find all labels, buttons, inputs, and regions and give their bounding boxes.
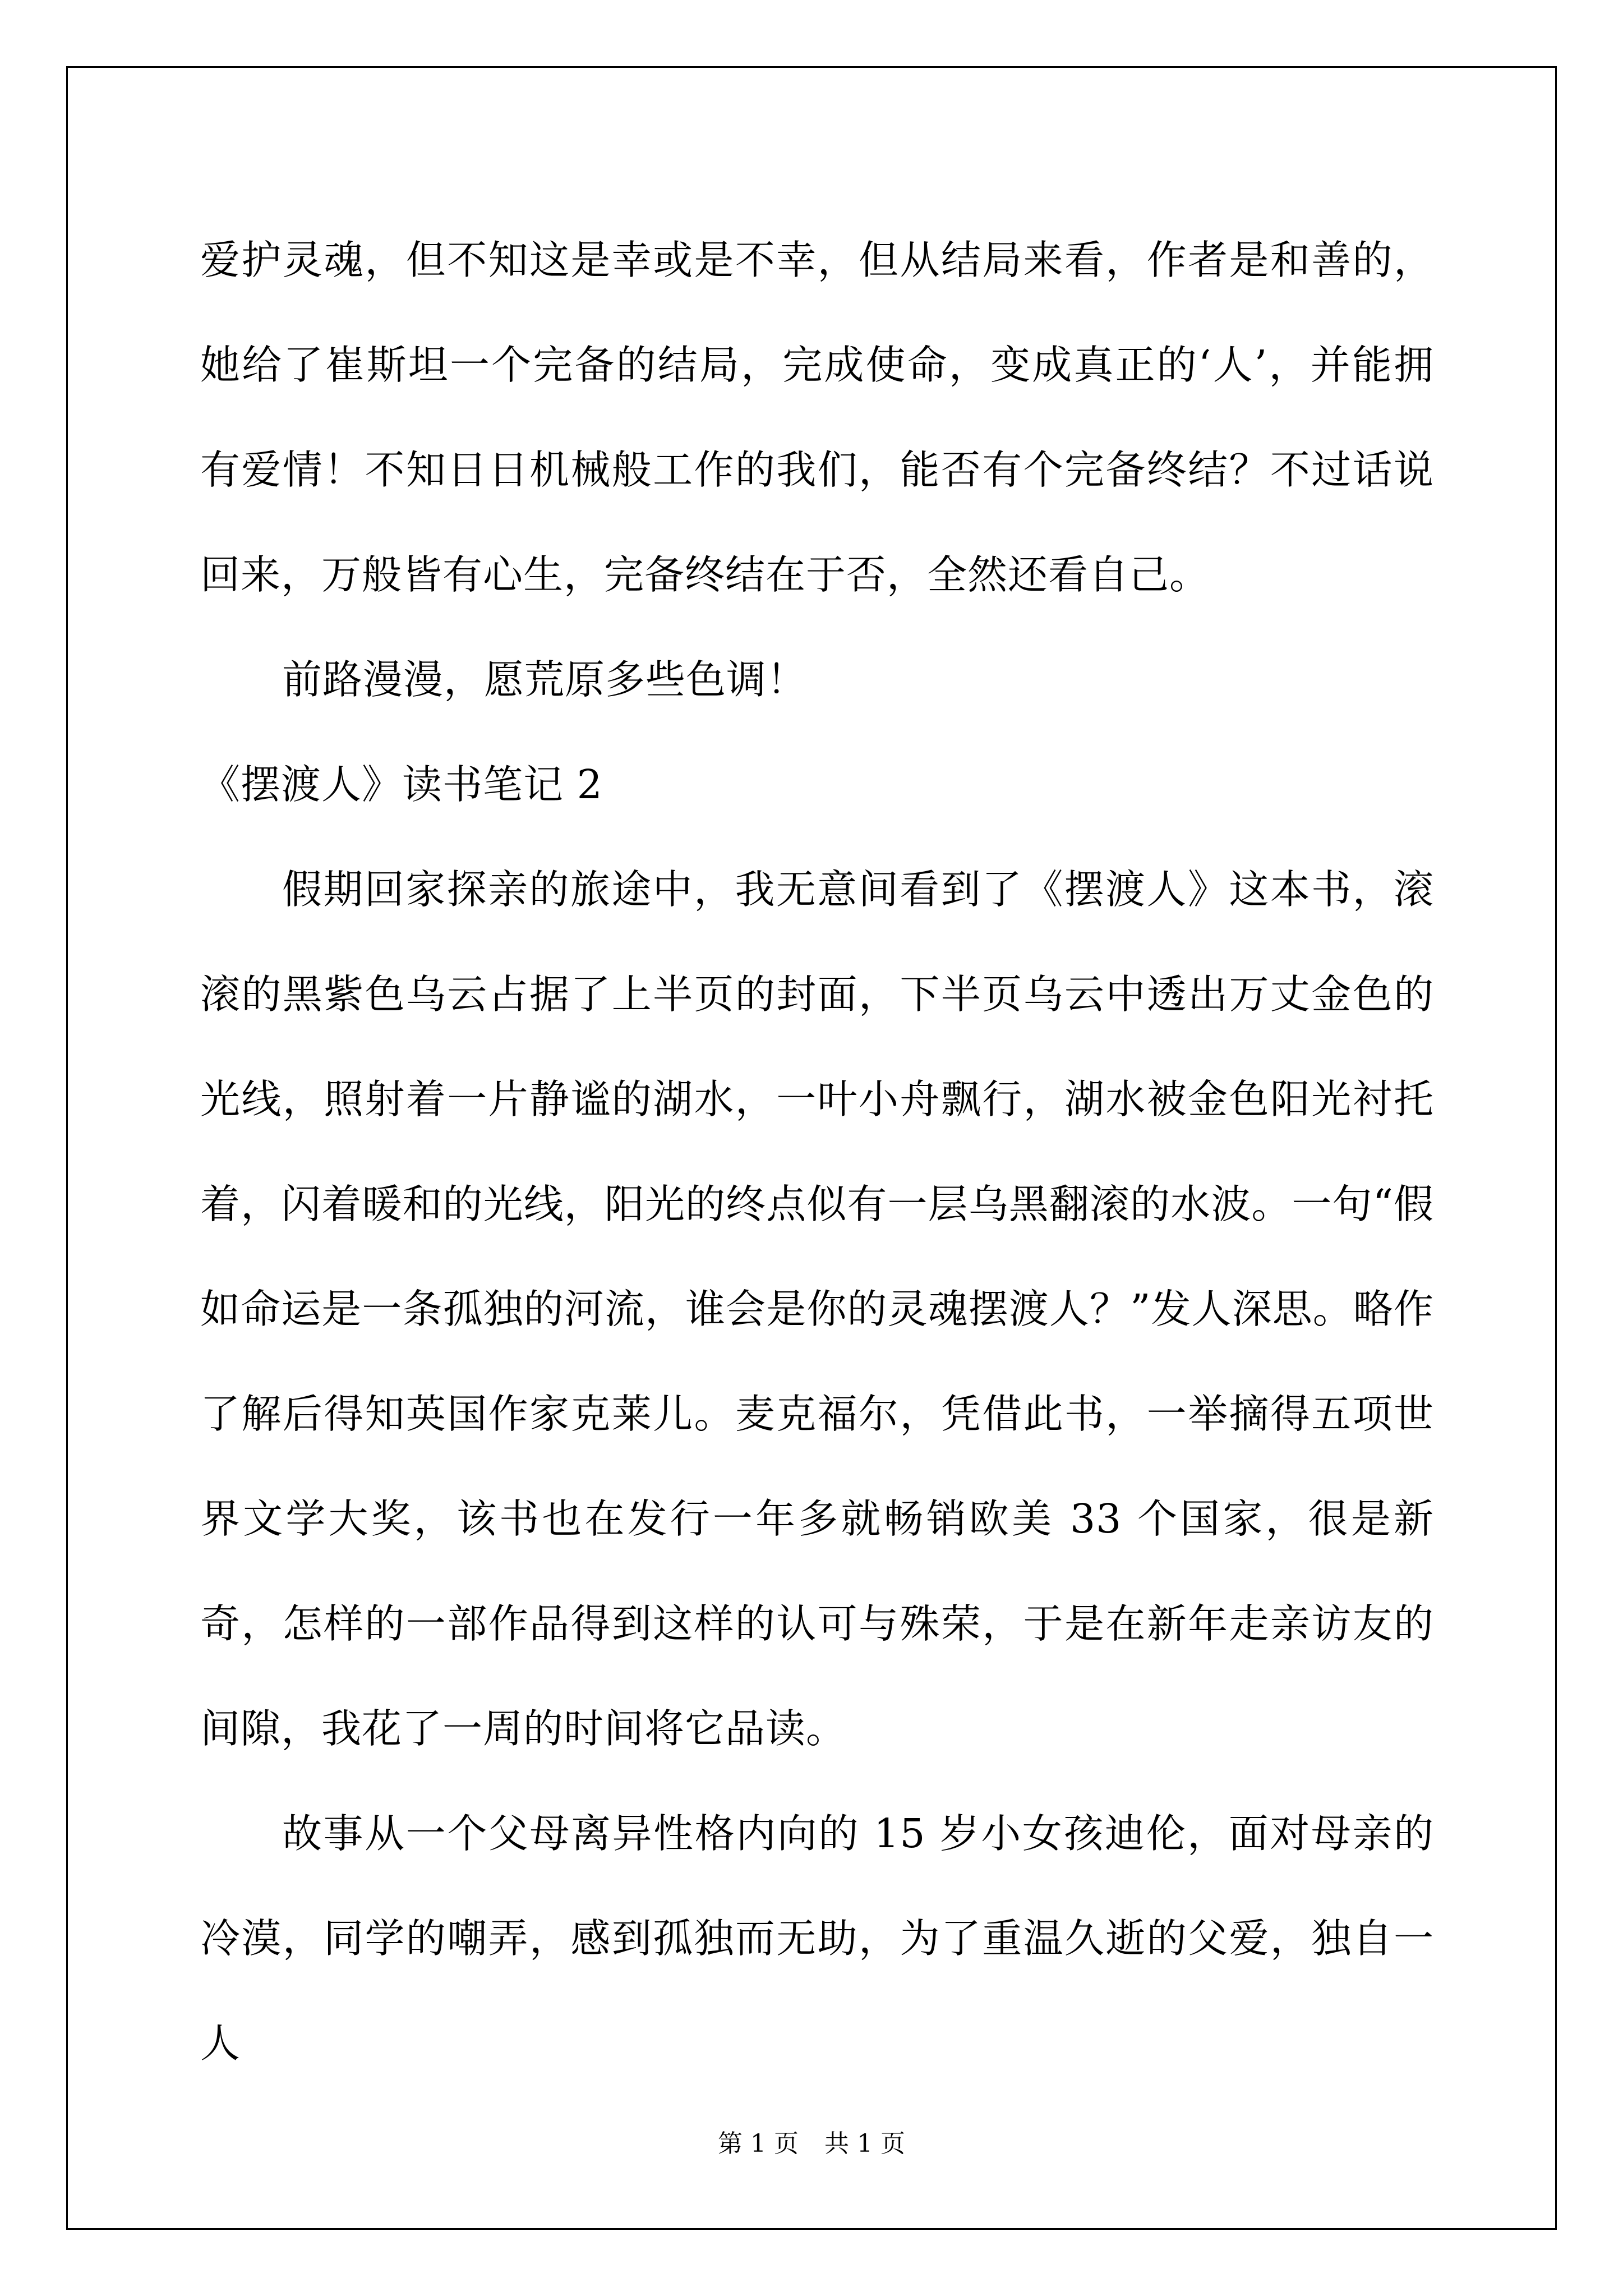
paragraph-1: 爱护灵魂，但不知这是幸或是不幸，但从结局来看，作者是和善的，她给了崔斯坦一个完备的结局，完成使命，变成真正的‘人’，并能拥有爱情！不知日日机械般工作的我们，能否有个完备终结？不过话说回来，万般皆有心生，完备终结在于否，全然还看自己。 [200, 237, 1434, 598]
page-number: 第 1 页 [718, 2129, 799, 2158]
paragraph-4: 故事从一个父母离异性格内向的 15 岁小女孩迪伦，面对母亲的冷漠，同学的嘲弄，感到孤独而无助，为了重温久逝的父爱，独自一人 [200, 1810, 1434, 2067]
total-pages: 共 1 页 [824, 2129, 905, 2158]
section-heading: 《摆渡人》读书笔记 2 [200, 761, 603, 808]
document-body [200, 208, 1434, 2096]
page-footer [0, 2123, 1623, 2159]
paragraph-3: 假期回家探亲的旅途中，我无意间看到了《摆渡人》这本书，滚滚的黑紫色乌云占据了上半页的封面，下半页乌云中透出万丈金色的光线，照射着一片静谧的湖水，一叶小舟飘行，湖水被金色阳光衬托着，闪着暖和的光线，阳光的终点似有一层乌黑翻滚的水波。一句“假如命运是一条孤独的河流，谁会是你的灵魂摆渡人？”发人深思。略作了解后得知英国作家克莱儿。麦克福尔，凭借此书，一举摘得五项世界文学大奖，该书也在发行一年多就畅销欧美 33 个国家，很是新奇，怎样的一部作品得到这样的认可与殊荣，于是在新年走亲访友的间隙，我花了一周的时间将它品读。 [200, 866, 1434, 1752]
paragraph-2: 前路漫漫，愿荒原多些色调！ [282, 656, 808, 703]
